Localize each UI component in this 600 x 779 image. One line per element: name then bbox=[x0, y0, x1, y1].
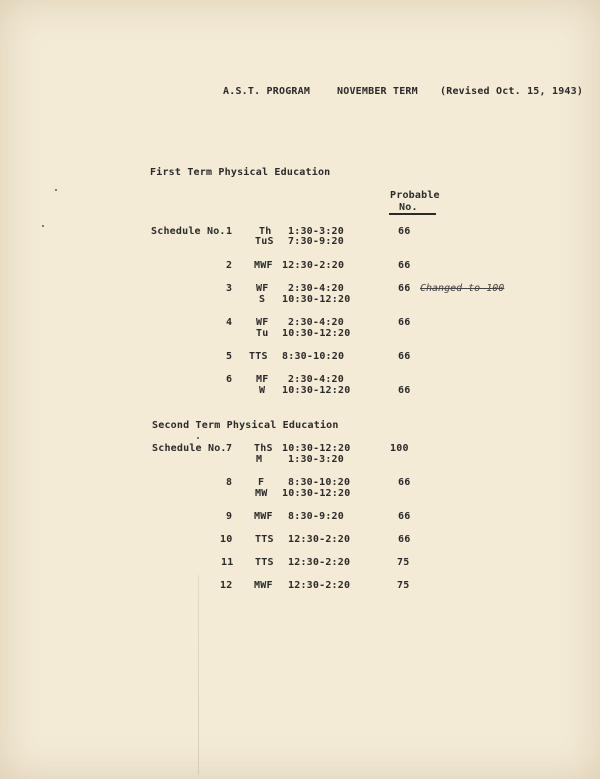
schedule-number: 11 bbox=[221, 557, 234, 568]
program-title: A.S.T. PROGRAM bbox=[223, 86, 311, 97]
schedule-days: TuS bbox=[255, 236, 274, 247]
probable-count: 66 bbox=[398, 351, 411, 362]
schedule-days: Tu bbox=[256, 328, 269, 339]
probable-count: 66 bbox=[398, 534, 411, 545]
schedule-days: W bbox=[259, 385, 266, 396]
probable-count: 100 bbox=[390, 443, 409, 454]
schedule-number: 3 bbox=[226, 283, 233, 294]
paper-crease bbox=[198, 575, 199, 775]
schedule-time: 8:30-10:20 bbox=[282, 351, 345, 362]
probable-count: 66 bbox=[398, 385, 411, 396]
struck-note: Changed to 100 bbox=[420, 283, 505, 294]
schedule-days: TTS bbox=[255, 557, 274, 568]
schedule-time: 8:30-9:20 bbox=[288, 511, 344, 522]
term-title: NOVEMBER TERM bbox=[337, 86, 418, 97]
schedule-days: MWF bbox=[254, 260, 273, 271]
schedule-time: 10:30-12:20 bbox=[282, 294, 351, 305]
schedule-days: WF bbox=[256, 317, 269, 328]
schedule-time: 7:30-9:20 bbox=[288, 236, 344, 247]
schedule-days: TTS bbox=[249, 351, 268, 362]
second-section-title: Second Term Physical Education bbox=[152, 420, 339, 431]
schedule-number: 8 bbox=[226, 477, 233, 488]
schedule-time: 10:30-12:20 bbox=[282, 385, 351, 396]
schedule-label: Schedule No. bbox=[151, 226, 226, 237]
schedule-number: 12 bbox=[220, 580, 233, 591]
probable-count: 66 bbox=[398, 283, 411, 294]
schedule-time: 10:30-12:20 bbox=[282, 328, 351, 339]
schedule-number: 10 bbox=[220, 534, 233, 545]
schedule-days: MWF bbox=[254, 580, 273, 591]
schedule-days: Th bbox=[259, 226, 272, 237]
schedule-days: ThS bbox=[254, 443, 273, 454]
probable-count: 75 bbox=[397, 557, 410, 568]
first-section-title: First Term Physical Education bbox=[150, 167, 331, 178]
schedule-days: WF bbox=[256, 283, 269, 294]
schedule-time: 1:30-3:20 bbox=[288, 454, 344, 465]
schedule-time: 2:30-4:20 bbox=[288, 317, 344, 328]
ink-speck bbox=[42, 225, 44, 227]
schedule-number: 9 bbox=[226, 511, 233, 522]
schedule-label: Schedule No. bbox=[152, 443, 227, 454]
probable-label-line2: No. bbox=[399, 202, 418, 213]
schedule-number: 6 bbox=[226, 374, 233, 385]
schedule-time: 12:30-2:20 bbox=[288, 580, 351, 591]
schedule-days: S bbox=[259, 294, 266, 305]
schedule-days: F bbox=[258, 477, 265, 488]
probable-count: 66 bbox=[398, 317, 411, 328]
probable-underline bbox=[389, 213, 436, 215]
schedule-time: 12:30-2:20 bbox=[288, 534, 351, 545]
schedule-days: M bbox=[256, 454, 263, 465]
schedule-days: TTS bbox=[255, 534, 274, 545]
schedule-time: 10:30-12:20 bbox=[282, 488, 351, 499]
ink-speck bbox=[55, 189, 57, 191]
ink-speck bbox=[197, 437, 199, 439]
schedule-number: 2 bbox=[226, 260, 233, 271]
schedule-time: 1:30-3:20 bbox=[288, 226, 344, 237]
probable-count: 66 bbox=[398, 477, 411, 488]
schedule-number: 5 bbox=[226, 351, 233, 362]
schedule-time: 2:30-4:20 bbox=[288, 283, 344, 294]
probable-count: 75 bbox=[397, 580, 410, 591]
schedule-days: MW bbox=[255, 488, 268, 499]
probable-count: 66 bbox=[398, 260, 411, 271]
probable-label-line1: Probable bbox=[390, 190, 440, 201]
schedule-number: 4 bbox=[226, 317, 233, 328]
revised-date: (Revised Oct. 15, 1943) bbox=[440, 86, 584, 97]
probable-count: 66 bbox=[398, 511, 411, 522]
probable-count: 66 bbox=[398, 226, 411, 237]
schedule-time: 10:30-12:20 bbox=[282, 443, 351, 454]
schedule-number: 7 bbox=[226, 443, 233, 454]
schedule-time: 12:30-2:20 bbox=[288, 557, 351, 568]
schedule-time: 8:30-10:20 bbox=[288, 477, 351, 488]
schedule-number: 1 bbox=[226, 226, 233, 237]
schedule-days: MF bbox=[256, 374, 269, 385]
schedule-days: MWF bbox=[254, 511, 273, 522]
schedule-time: 2:30-4:20 bbox=[288, 374, 344, 385]
schedule-time: 12:30-2:20 bbox=[282, 260, 345, 271]
